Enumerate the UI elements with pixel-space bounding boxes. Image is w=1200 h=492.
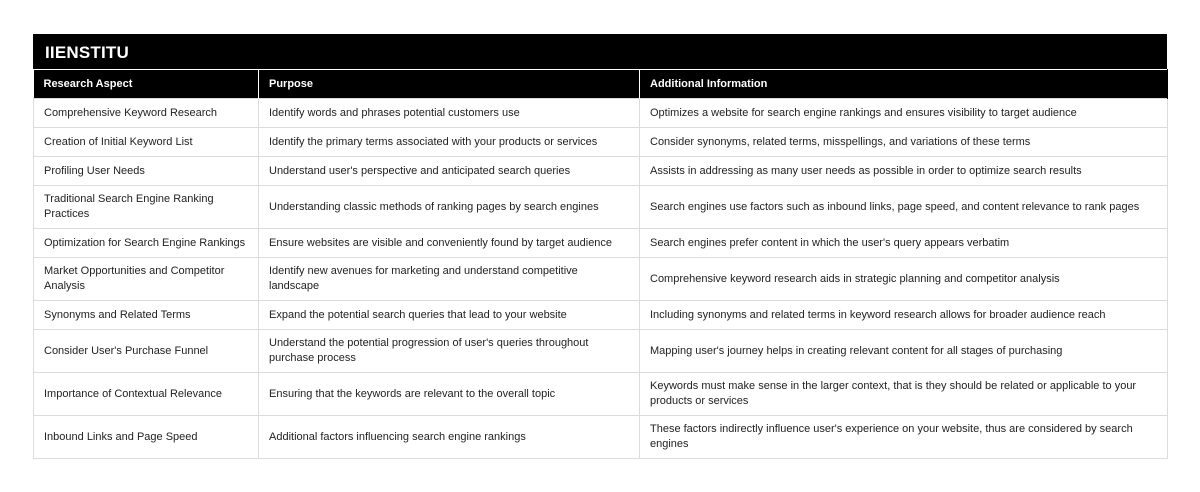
cell-additional-information: These factors indirectly influence user's experience on your website, thus are considered by search engines — [640, 416, 1168, 459]
table-row — [34, 186, 1168, 229]
cell-additional-information: Search engines use factors such as inbound links, page speed, and content relevance to rank pages — [640, 186, 1168, 229]
cell-research-aspect: Importance of Contextual Relevance — [34, 373, 259, 416]
cell-research-aspect: Profiling User Needs — [34, 157, 259, 186]
table-row — [34, 416, 1168, 459]
cell-research-aspect: Optimization for Search Engine Rankings — [34, 229, 259, 258]
table-row — [34, 258, 1168, 301]
cell-additional-information: Search engines prefer content in which the user's query appears verbatim — [640, 229, 1168, 258]
cell-research-aspect: Comprehensive Keyword Research — [34, 99, 259, 128]
table-row — [34, 229, 1168, 258]
cell-research-aspect: Creation of Initial Keyword List — [34, 128, 259, 157]
cell-purpose: Additional factors influencing search engine rankings — [259, 416, 640, 459]
cell-additional-information: Consider synonyms, related terms, misspellings, and variations of these terms — [640, 128, 1168, 157]
keyword-research-table-container — [33, 34, 1167, 459]
cell-additional-information: Including synonyms and related terms in keyword research allows for broader audience reach — [640, 301, 1168, 330]
cell-additional-information: Keywords must make sense in the larger context, that is they should be related or applicable to your products or services — [640, 373, 1168, 416]
cell-purpose: Expand the potential search queries that lead to your website — [259, 301, 640, 330]
cell-additional-information: Comprehensive keyword research aids in strategic planning and competitor analysis — [640, 258, 1168, 301]
cell-research-aspect: Traditional Search Engine Ranking Practices — [34, 186, 259, 229]
column-header-research-aspect: Research Aspect — [34, 70, 259, 99]
cell-purpose: Understanding classic methods of ranking pages by search engines — [259, 186, 640, 229]
brand-header: IIENSTITU — [33, 34, 1167, 69]
cell-purpose: Identify words and phrases potential customers use — [259, 99, 640, 128]
cell-research-aspect: Market Opportunities and Competitor Analysis — [34, 258, 259, 301]
table-row — [34, 373, 1168, 416]
cell-research-aspect: Synonyms and Related Terms — [34, 301, 259, 330]
column-header-purpose: Purpose — [259, 70, 640, 99]
cell-purpose: Ensuring that the keywords are relevant to the overall topic — [259, 373, 640, 416]
cell-purpose: Understand user's perspective and anticipated search queries — [259, 157, 640, 186]
cell-purpose: Understand the potential progression of user's queries throughout purchase process — [259, 330, 640, 373]
cell-additional-information: Assists in addressing as many user needs as possible in order to optimize search results — [640, 157, 1168, 186]
cell-research-aspect: Consider User's Purchase Funnel — [34, 330, 259, 373]
column-header-additional-information: Additional Information — [640, 70, 1168, 99]
cell-purpose: Ensure websites are visible and conveniently found by target audience — [259, 229, 640, 258]
table-row — [34, 330, 1168, 373]
cell-research-aspect: Inbound Links and Page Speed — [34, 416, 259, 459]
cell-purpose: Identify new avenues for marketing and understand competitive landscape — [259, 258, 640, 301]
research-table — [33, 69, 1168, 459]
cell-additional-information: Mapping user's journey helps in creating relevant content for all stages of purchasing — [640, 330, 1168, 373]
table-row — [34, 99, 1168, 128]
table-header-row — [34, 70, 1168, 99]
table-row — [34, 157, 1168, 186]
cell-additional-information: Optimizes a website for search engine rankings and ensures visibility to target audience — [640, 99, 1168, 128]
table-row — [34, 128, 1168, 157]
cell-purpose: Identify the primary terms associated with your products or services — [259, 128, 640, 157]
table-row — [34, 301, 1168, 330]
